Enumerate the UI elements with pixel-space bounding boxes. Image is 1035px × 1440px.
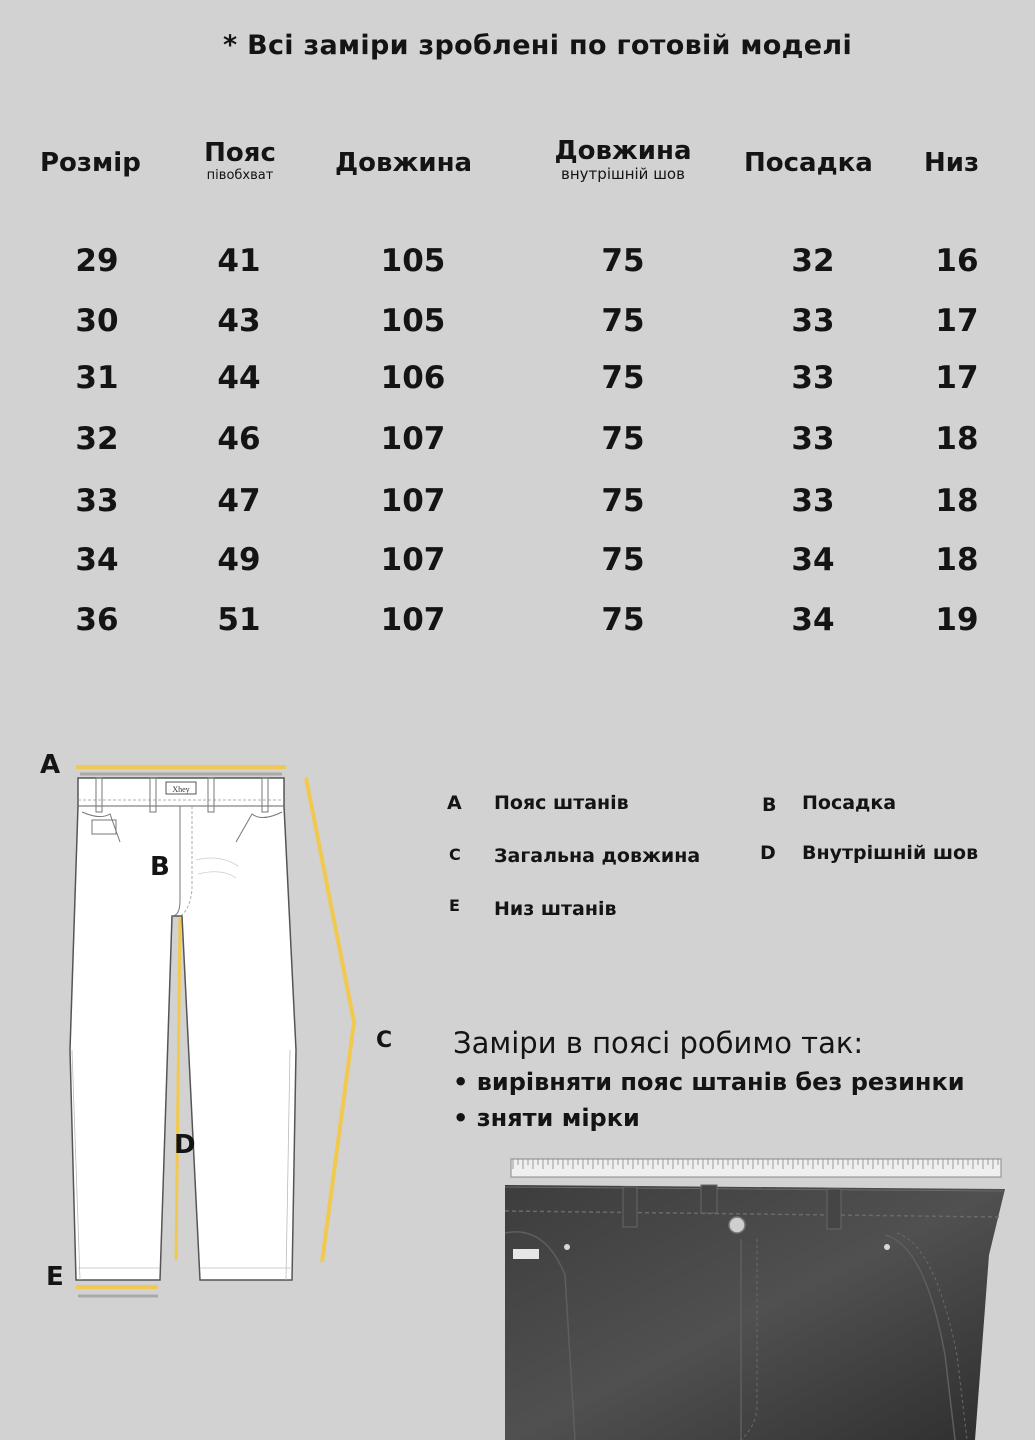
table-cell: 106	[380, 360, 446, 396]
table-cell: 34	[75, 542, 119, 578]
table-cell: 46	[217, 421, 261, 457]
header-waist	[190, 138, 290, 184]
table-cell: 17	[935, 360, 979, 396]
header-length-label: Довжина	[335, 148, 473, 178]
legend-text-a: Пояс штанів	[494, 792, 629, 814]
header-hem-label: Низ	[924, 148, 980, 178]
table-cell: 75	[601, 542, 645, 578]
legend-letter-c: C	[449, 845, 461, 864]
legend-text-b: Посадка	[802, 792, 897, 814]
table-cell: 34	[791, 542, 835, 578]
legend-letter-d: D	[760, 842, 776, 864]
header-length	[335, 148, 472, 178]
table-cell: 36	[75, 602, 119, 638]
howto-item-2: • зняти мірки	[453, 1104, 640, 1132]
brand-label: Xhey	[172, 785, 190, 794]
diagram-letter-c: C	[376, 1028, 393, 1053]
pants-photo	[505, 1185, 1005, 1440]
header-rise-label: Посадка	[744, 148, 873, 178]
table-cell: 105	[380, 303, 446, 339]
table-cell: 75	[601, 303, 645, 339]
diagram-letter-d: D	[174, 1130, 196, 1160]
table-cell: 41	[217, 243, 261, 279]
diagram-letter-b: B	[150, 852, 170, 882]
table-cell: 33	[791, 303, 835, 339]
table-cell: 107	[380, 542, 446, 578]
table-cell: 29	[75, 243, 119, 279]
legend-letter-e: E	[449, 896, 460, 915]
table-cell: 44	[217, 360, 261, 396]
header-inseam-label: Довжина	[554, 136, 692, 166]
measuring-tape-photo	[505, 1155, 1005, 1440]
measure-line-c	[306, 778, 354, 1262]
header-waist-sub: півобхват	[206, 168, 274, 183]
table-cell: 33	[791, 360, 835, 396]
table-cell: 75	[601, 421, 645, 457]
waist-button	[729, 1217, 745, 1233]
table-cell: 75	[601, 360, 645, 396]
measurement-note: * Всі заміри зроблені по готовій моделі	[222, 30, 853, 61]
table-cell: 107	[380, 483, 446, 519]
legend-letter-a: A	[447, 792, 462, 814]
table-cell: 47	[217, 483, 261, 519]
table-cell: 30	[75, 303, 119, 339]
table-cell: 33	[75, 483, 119, 519]
howto-item-1: • вирівняти пояс штанів без резинки	[453, 1068, 965, 1096]
table-cell: 51	[217, 602, 261, 638]
table-cell: 75	[601, 483, 645, 519]
table-cell: 107	[380, 602, 446, 638]
header-inseam	[534, 136, 712, 182]
diagram-letter-a: A	[40, 750, 61, 780]
table-cell: 19	[935, 602, 979, 638]
header-waist-label: Пояс	[204, 138, 276, 168]
table-cell: 34	[791, 602, 835, 638]
table-cell: 18	[935, 483, 979, 519]
jeans-outline	[70, 778, 296, 1280]
diagram-letter-e: E	[46, 1262, 64, 1292]
header-size	[40, 148, 141, 178]
table-cell: 31	[75, 360, 119, 396]
table-cell: 75	[601, 602, 645, 638]
measure-line-d	[176, 918, 180, 1260]
legend-letter-b: B	[762, 794, 777, 816]
table-cell: 16	[935, 243, 979, 279]
table-cell: 107	[380, 421, 446, 457]
legend-text-c: Загальна довжина	[494, 845, 701, 867]
table-cell: 105	[380, 243, 446, 279]
header-rise	[744, 148, 873, 178]
table-cell: 49	[217, 542, 261, 578]
measuring-tape	[511, 1159, 1001, 1177]
jeans-diagram	[0, 750, 420, 1310]
howto-title: Заміри в поясі робимо так:	[453, 1026, 864, 1060]
table-cell: 18	[935, 542, 979, 578]
table-cell: 33	[791, 421, 835, 457]
header-inseam-sub: внутрішній шов	[561, 165, 685, 183]
header-size-label: Розмір	[40, 148, 141, 178]
table-cell: 18	[935, 421, 979, 457]
table-cell: 75	[601, 243, 645, 279]
legend-text-d: Внутрішній шов	[802, 842, 979, 864]
table-cell: 33	[791, 483, 835, 519]
legend-text-e: Низ штанів	[494, 898, 617, 920]
table-cell: 17	[935, 303, 979, 339]
header-hem	[924, 148, 979, 178]
table-cell: 32	[791, 243, 835, 279]
table-cell: 43	[217, 303, 261, 339]
table-cell: 32	[75, 421, 119, 457]
